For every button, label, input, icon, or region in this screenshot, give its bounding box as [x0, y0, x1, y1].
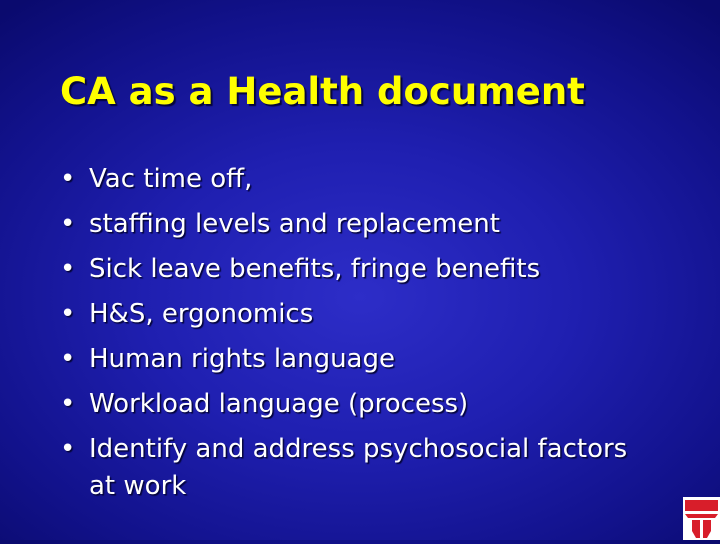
bullet-dot: • [60, 344, 76, 374]
bullet-dot: • [60, 434, 76, 464]
list-item-text: Identify and address psychosocial factors at work [89, 434, 628, 501]
list-item [60, 206, 660, 243]
list-item-text: H&S, ergonomics [89, 299, 314, 329]
bullet-list [60, 161, 660, 513]
list-item-text: Sick leave benefits, fringe benefits [89, 254, 541, 284]
list-item-text: Human rights language [89, 344, 395, 374]
bullet-dot: • [60, 209, 76, 239]
bullet-dot: • [60, 254, 76, 284]
list-item [60, 251, 660, 288]
list-item-text: Workload language (process) [89, 389, 469, 419]
bullet-dot: • [60, 299, 76, 329]
list-item [60, 386, 660, 423]
slide-title: CA as a Health document [60, 70, 585, 113]
bullet-dot: • [60, 389, 76, 419]
list-item [60, 161, 660, 198]
list-item-text: staffing levels and replacement [89, 209, 500, 239]
bullet-dot: • [60, 164, 76, 194]
list-item [60, 341, 660, 378]
list-item [60, 431, 660, 505]
list-item [60, 296, 660, 333]
union-logo-icon [683, 497, 720, 540]
list-item-text: Vac time off, [89, 164, 253, 194]
